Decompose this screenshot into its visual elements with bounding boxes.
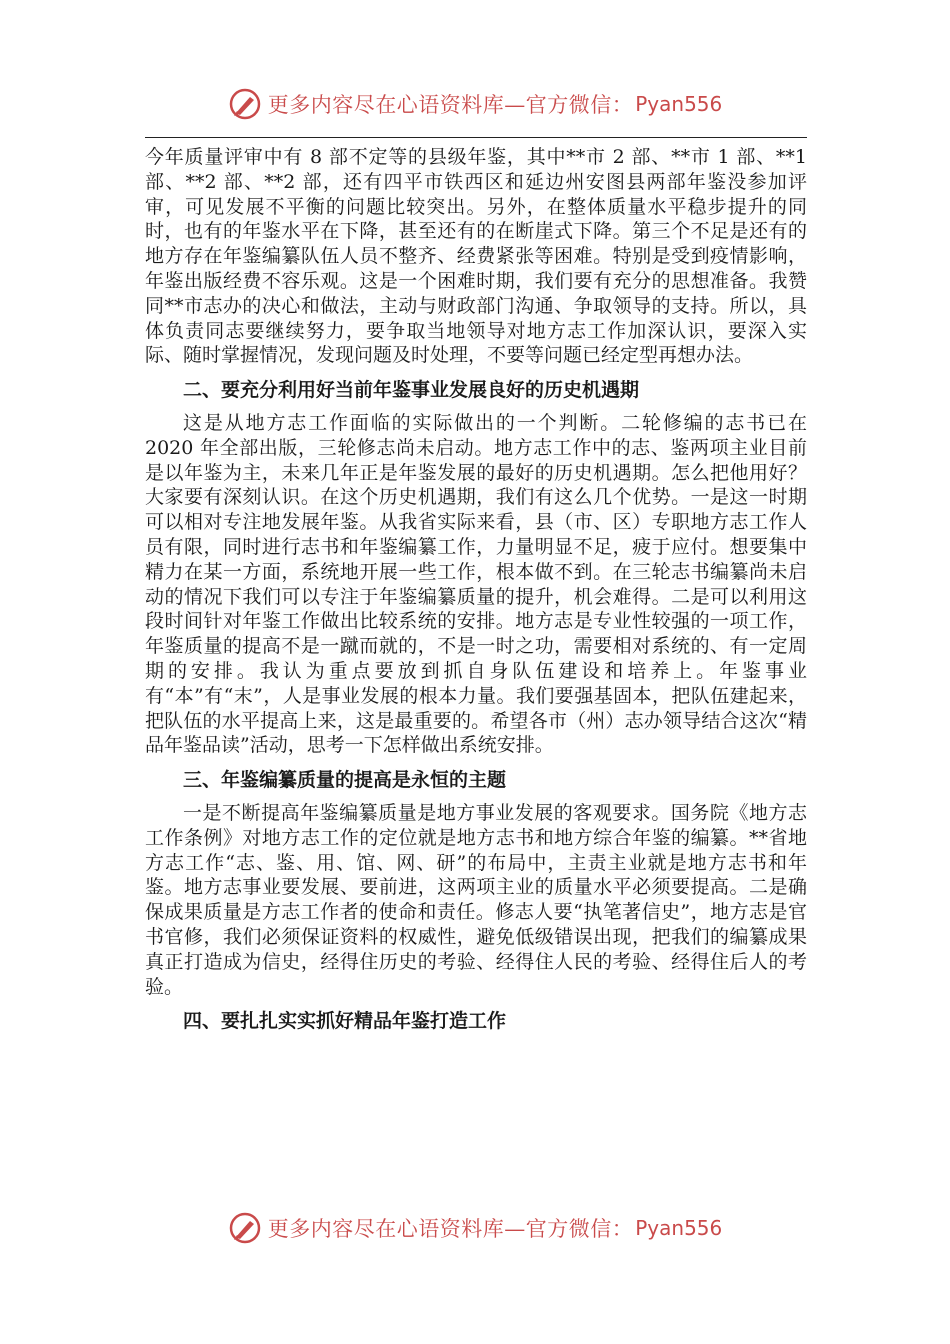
footer-banner-text: 更多内容尽在心语资料库—官方微信：: [267, 1217, 634, 1241]
section-heading-3: 三、年鉴编纂质量的提高是永恒的主题: [183, 769, 507, 792]
section-heading-4: 四、要扎扎实实抓好精品年鉴打造工作: [183, 1010, 507, 1033]
header-wechat-id: Pyan556: [635, 92, 723, 116]
header-banner-text: 更多内容尽在心语资料库—官方微信：: [267, 93, 634, 117]
section-heading-2: 二、要充分利用好当前年鉴事业发展良好的历史机遇期: [183, 379, 640, 402]
footer-wechat-id: Pyan556: [635, 1216, 723, 1240]
header-banner: [0, 84, 950, 124]
footer-banner: [0, 1208, 950, 1248]
paragraph-3: 一是不断提高年鉴编纂质量是地方事业发展的客观要求。国务院《地方志工作条例》对地方志工作的定位就是地方志书和地方综合年鉴的编纂。**省地方志工作“志、鉴、用、馆、网、研”的布局中，主责主业就是地方志书和年鉴。地方志事业要发展、要前进，这两项主业的质量水平必须要提高。二是确保成果质量是方志工作者的使命和责任。修志人要“执笔著信史”，地方志是官书官修，我们必须保证资料的权威性，避免低级错误出现，把我们的编纂成果真正打造成为信史，经得住历史的考验、经得住人民的考验、经得住后人的考验。: [145, 801, 807, 998]
header-divider: [145, 137, 807, 138]
document-body: [145, 145, 807, 1042]
pen-logo-icon: [228, 87, 262, 121]
pen-logo-icon: [228, 1211, 262, 1245]
paragraph-2: 这是从地方志工作面临的实际做出的一个判断。二轮修编的志书已在 2020 年全部出版，三轮修志尚未启动。地方志工作中的志、鉴两项主业目前是以年鉴为主，未来几年正是年鉴发展的最好的历史机遇期。怎么把他用好？大家要有深刻认识。在这个历史机遇期，我们有这么几个优势。一是这一时期可以相对专注地发展年鉴。从我省实际来看，县（市、区）专职地方志工作人员有限，同时进行志书和年鉴编纂工作，力量明显不足，疲于应付。想要集中精力在某一方面，系统地开展一些工作，根本做不到。在三轮志书编纂尚未启动的情况下我们可以专注于年鉴编纂质量的提升，机会难得。二是可以利用这段时间针对年鉴工作做出比较系统的安排。地方志是专业性较强的一项工作，年鉴质量的提高不是一蹴而就的，不是一时之功，需要相对系统的、有一定周期的安排。我认为重点要放到抓自身队伍建设和培养上。年鉴事业有“本”有“末”，人是事业发展的根本力量。我们要强基固本，把队伍建起来，把队伍的水平提高上来，这是最重要的。希望各市（州）志办领导结合这次“精品年鉴品读”活动，思考一下怎样做出系统安排。: [145, 411, 807, 757]
paragraph-1: 今年质量评审中有 8 部不定等的县级年鉴，其中**市 2 部、**市 1 部、**1 部、**2 部、**2 部，还有四平市铁西区和延边州安图县两部年鉴没参加评审，可见发展不平衡的问题比较突出。另外，在整体质量水平稳步提升的同时，也有的年鉴水平在下降，甚至还有的在断崖式下降。第三个不足是还有的地方存在年鉴编纂队伍人员不整齐、经费紧张等困难。特别是受到疫情影响，年鉴出版经费不容乐观。这是一个困难时期，我们要有充分的思想准备。我赞同**市志办的决心和做法，主动与财政部门沟通、争取领导的支持。所以，具体负责同志要继续努力，要争取当地领导对地方志工作加深认识，要深入实际、随时掌握情况，发现问题及时处理，不要等问题已经定型再想办法。: [145, 146, 807, 367]
